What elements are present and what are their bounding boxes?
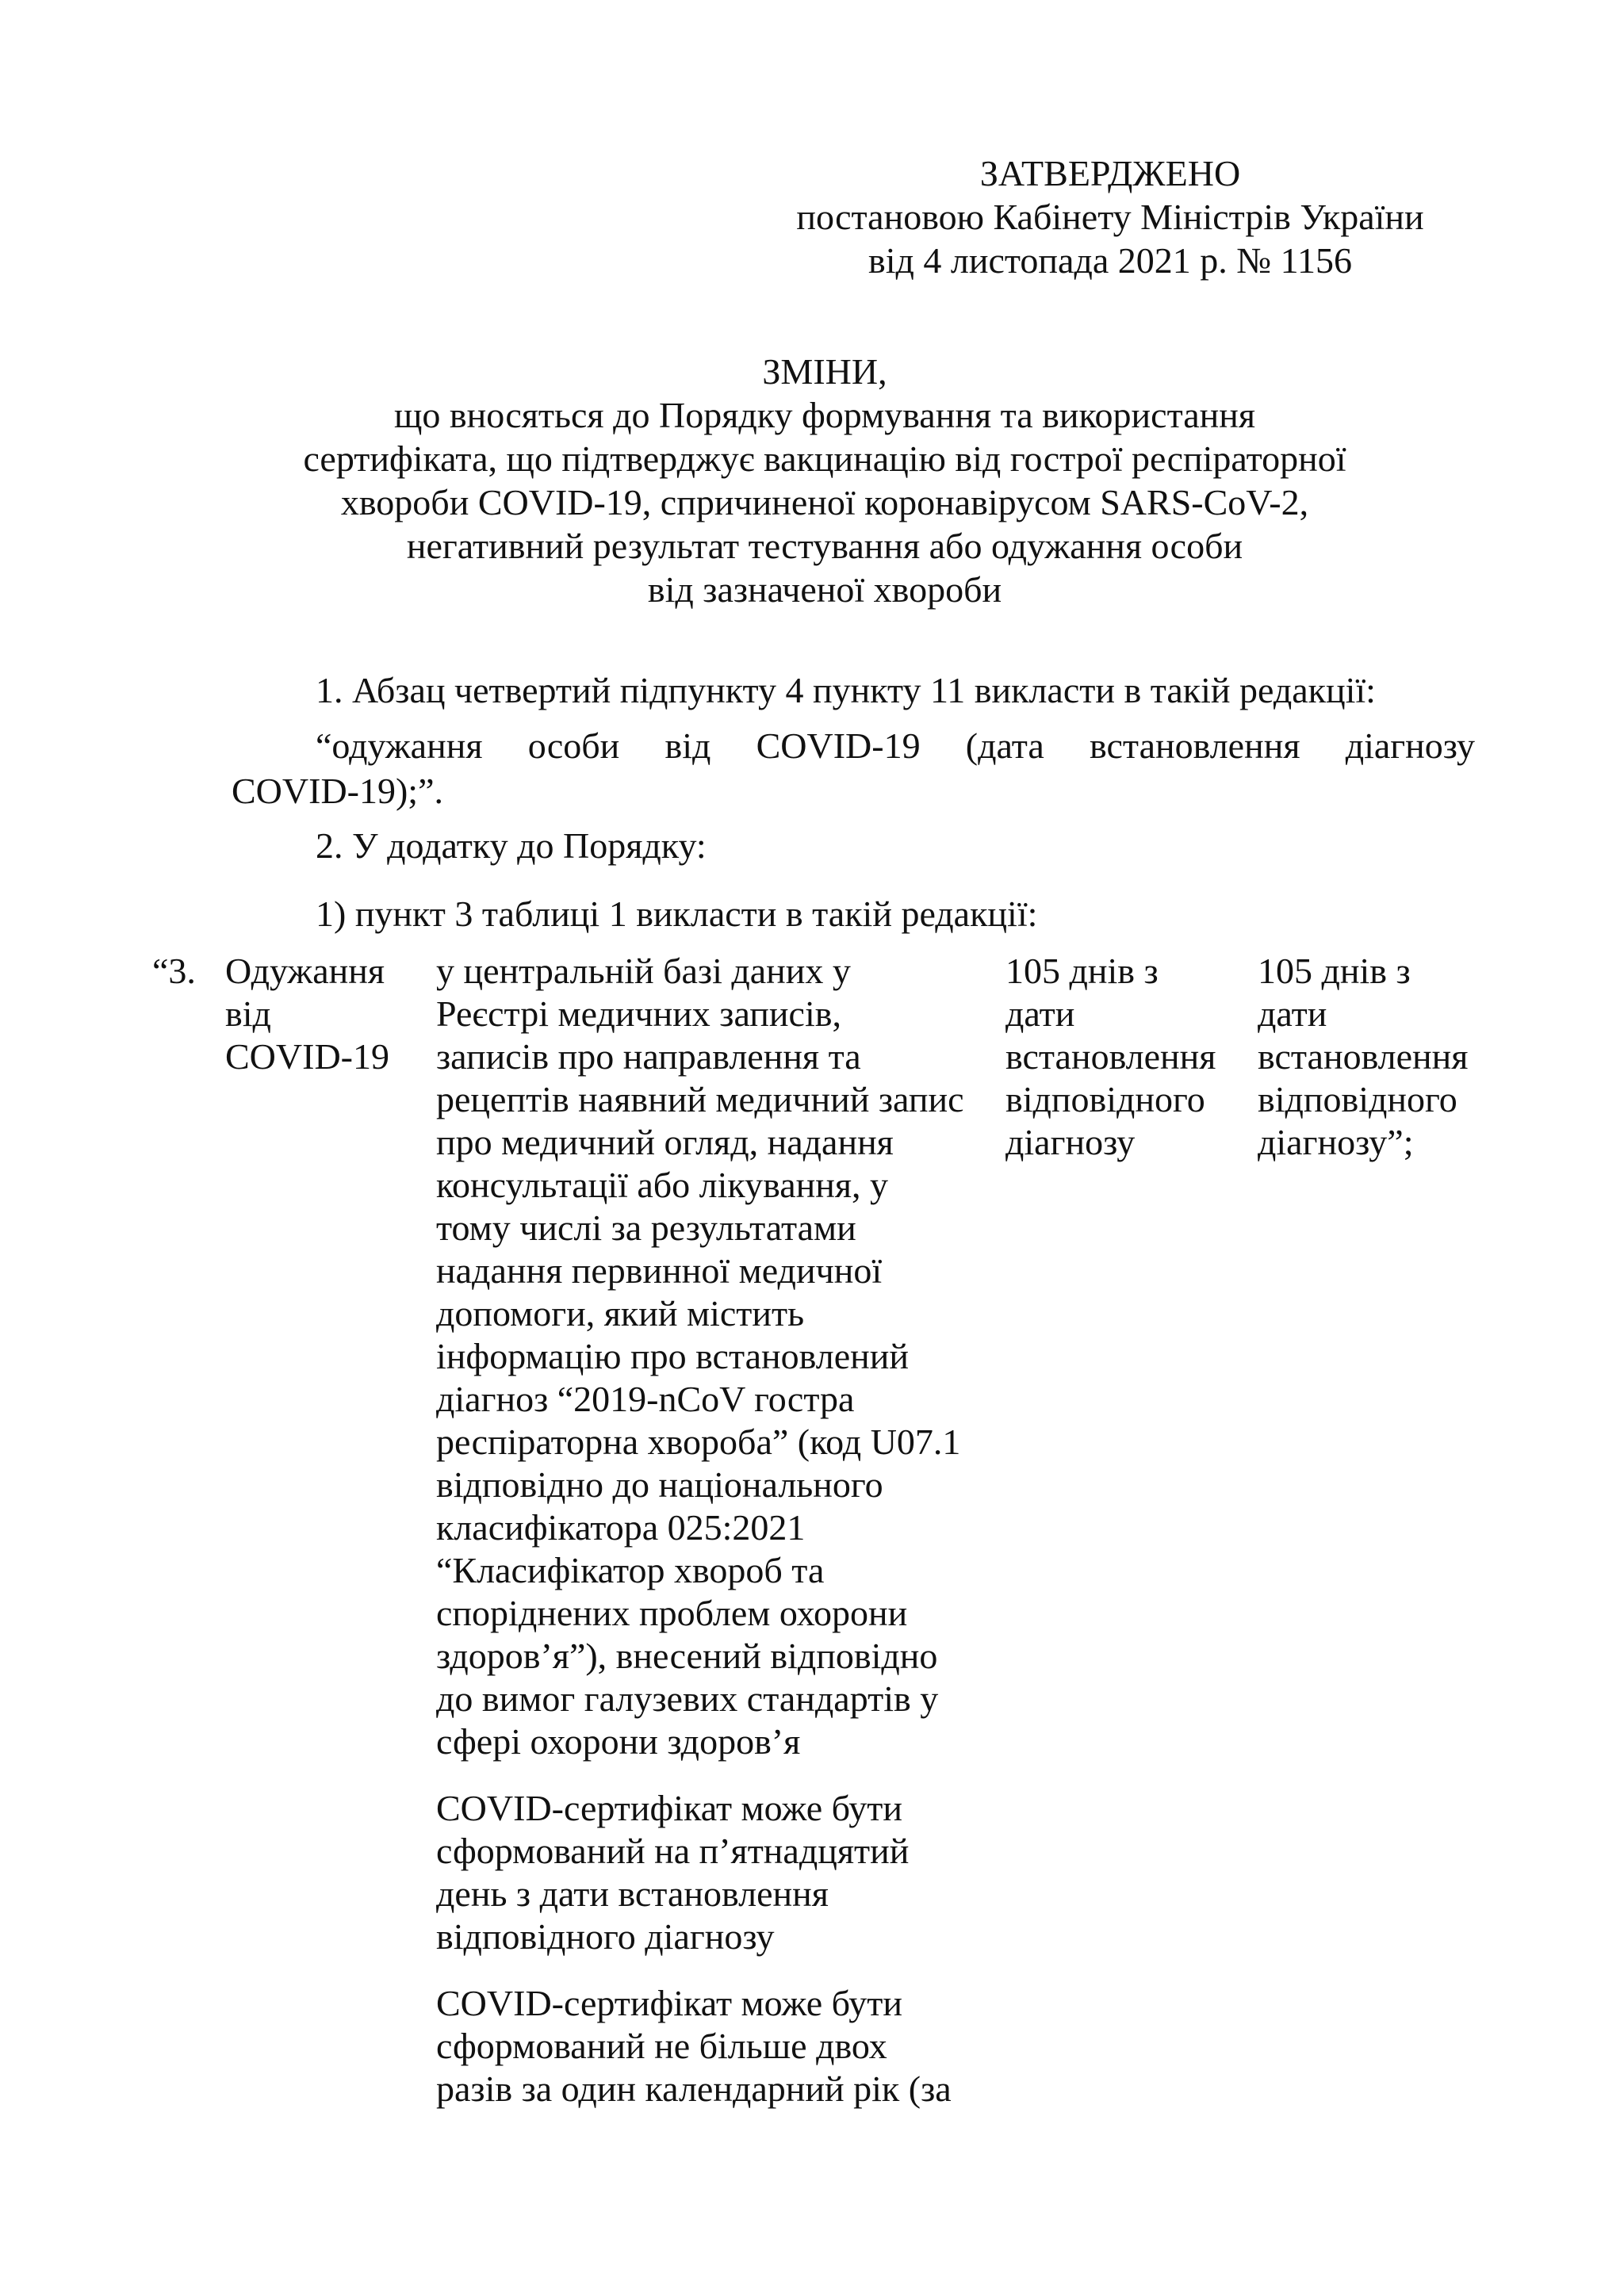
paragraph-3: 2. У додатку до Порядку: [316, 825, 707, 866]
description-line: рецептів наявний медичний запис [436, 1079, 964, 1119]
description-line: допомоги, який містить [436, 1293, 805, 1334]
row-number [152, 950, 224, 993]
title-line: від зазначеної хвороби [647, 569, 1002, 610]
description-line: про медичний огляд, надання [436, 1122, 894, 1162]
description-line: тому числі за результатами [436, 1207, 856, 1248]
paragraph-2-line-2: COVID-19);”. [232, 771, 443, 811]
validity-line: встановлення [1005, 1036, 1216, 1077]
description-line: разів за один календарний рік (за [436, 2068, 952, 2109]
row-name-cell [225, 950, 416, 1078]
validity-line: дати [1258, 993, 1327, 1034]
validity-line: 105 днів з [1005, 951, 1159, 991]
description-line: COVID-сертифікат може бути [436, 1788, 902, 1828]
validity-line: діагнозу”; [1258, 1122, 1414, 1162]
description-line: сформований не більше двох [436, 2026, 887, 2066]
description-line: класифікатора 025:2021 [436, 1507, 806, 1548]
description-line: надання первинної медичної [436, 1250, 883, 1291]
row-validity-cell-2 [1258, 950, 1496, 1164]
description-line: Реєстрі медичних записів, [436, 993, 841, 1034]
approval-line-2: постановою Кабінету Міністрів України [796, 197, 1424, 237]
document-title [230, 350, 1419, 612]
description-block-1 [436, 950, 991, 1763]
description-line: день з дати встановлення [436, 1873, 829, 1914]
description-line: відповідно до національного [436, 1464, 883, 1505]
validity-line: діагнозу [1005, 1122, 1136, 1162]
validity-line: дати [1005, 993, 1075, 1034]
validity-line: відповідного [1005, 1079, 1205, 1119]
approval-line-3: від 4 листопада 2021 р. № 1156 [868, 240, 1352, 281]
validity-line: 105 днів з [1258, 951, 1411, 991]
description-line: консультації або лікування, у [436, 1165, 889, 1205]
description-line: сфері охорони здоров’я [436, 1721, 801, 1762]
paragraph-2 [232, 723, 1475, 813]
row-name-line: COVID-19 [225, 1036, 389, 1077]
description-block-3 [436, 1982, 991, 2110]
title-line: хвороби COVID-19, спричиненої коронавірусом SARS-CoV-2, [340, 482, 1309, 522]
paragraph-1: 1. Абзац четвертий підпункту 4 пункту 11 викласти в такій редакції: [316, 670, 1376, 710]
title-line: сертифіката, що підтверджує вакцинацію від гострої респіраторної [303, 438, 1346, 479]
title-line: що вносяться до Порядку формування та використання [393, 395, 1256, 435]
row-number-text: “3. [152, 951, 196, 991]
approval-line-1: ЗАТВЕРДЖЕНО [979, 153, 1241, 193]
row-name-line: Одужання [225, 951, 385, 991]
description-line: відповідного діагнозу [436, 1916, 775, 1957]
description-line: COVID-сертифікат може бути [436, 1983, 902, 2023]
description-line: інформацію про встановлений [436, 1336, 910, 1376]
description-line: сформований на п’ятнадцятий [436, 1831, 910, 1871]
title-line: негативний результат тестування або одужання особи [406, 526, 1243, 566]
description-line: споріднених проблем охорони [436, 1593, 908, 1633]
description-line: “Класифікатор хвороб та [436, 1550, 825, 1590]
description-line: здоров’я”), внесений відповідно [436, 1636, 938, 1676]
description-block-2 [436, 1787, 991, 1958]
row-name-line: від [225, 993, 271, 1034]
paragraph-2-line-1: “одужання особи від COVID-19 (дата встановлення діагнозу [316, 725, 1475, 766]
row-validity-cell-1 [1005, 950, 1243, 1164]
validity-line: відповідного [1258, 1079, 1457, 1119]
title-heading: ЗМІНИ, [762, 351, 887, 392]
paragraph-4: 1) пункт 3 таблиці 1 викласти в такій редакції: [316, 894, 1038, 934]
description-line: діагноз “2019-nCoV гостра [436, 1379, 855, 1419]
description-line: у центральній базі даних у [436, 951, 851, 991]
row-description-cell [436, 950, 991, 2134]
approval-stamp [737, 152, 1483, 283]
description-line: записів про направлення та [436, 1036, 861, 1077]
description-line: респіраторна хвороба” (код U07.1 [436, 1422, 961, 1462]
validity-line: встановлення [1258, 1036, 1469, 1077]
description-line: до вимог галузевих стандартів у [436, 1678, 939, 1719]
